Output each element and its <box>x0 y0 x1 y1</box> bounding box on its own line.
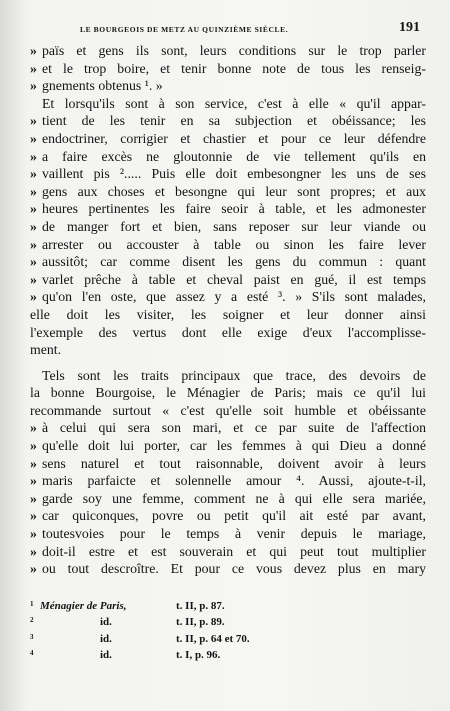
footnote <box>30 631 426 648</box>
quote-marker: » <box>30 43 37 58</box>
quote-marker: » <box>30 254 37 270</box>
footnote-reference: t. II, p. 64 et 70. <box>176 632 250 645</box>
quote-marker: » <box>30 201 37 217</box>
text-line <box>30 525 426 543</box>
quote-marker: » <box>30 490 37 506</box>
line-text: arrester ou accouster à table ou sinon les faire lever <box>42 236 426 252</box>
footnote-ibid: id. <box>100 632 112 645</box>
text-line <box>30 384 426 402</box>
quote-marker: » <box>30 78 37 94</box>
text-line <box>30 437 426 455</box>
line-text: aussitôt; car comme disent les gens du commun : quant <box>42 254 426 270</box>
quote-marker: » <box>30 543 37 559</box>
quote-marker: » <box>30 420 37 436</box>
line-text: doit-il estre et est souverain et qui peut tout multiplier <box>42 543 426 559</box>
line-text: et le trop boire, et tenir bonne note de tous les renseig- <box>42 60 426 76</box>
line-text: elle doit les visiter, les soigner et leur donner ainsi <box>30 306 426 322</box>
quote-marker: » <box>30 508 37 524</box>
footnote-mark: 1 <box>30 599 34 608</box>
line-text: varlet prêche à table et cheval paist en gué, il est temps <box>42 271 426 287</box>
text-line <box>30 200 426 218</box>
text-line <box>30 112 426 130</box>
line-text: païs et gens ils sont, leurs conditions sur le trop parler <box>42 43 426 58</box>
quote-marker: » <box>30 455 37 471</box>
line-text: car quiconques, povre ou petit qu'il ait esté par avant, <box>42 508 426 524</box>
quote-marker: » <box>30 148 37 164</box>
line-text: recommande surtout « c'est qu'elle soit humble et obéissante <box>30 402 426 418</box>
footnote-mark: 4 <box>30 649 34 658</box>
line-text: maris parfaicte et solennelle amour ⁴. Aussi, ajoute-t-il, <box>42 473 426 489</box>
quote-marker: » <box>30 236 37 252</box>
line-text: qu'elle doit lui porter, car les femmes à qui Dieu a donné <box>42 438 426 454</box>
quote-marker: » <box>30 438 37 454</box>
footnote-reference: t. I, p. 96. <box>176 649 221 662</box>
quote-marker: » <box>30 561 37 577</box>
line-text: toutesvoies pour le temps à venir depuis le mariage, <box>42 526 426 542</box>
text-line <box>30 130 426 148</box>
line-text: ou tout descroître. Et pour ce vous devez plus en mary <box>42 561 426 577</box>
line-text: sens naturel et tout raisonnable, doivent avoir à leurs <box>42 455 426 471</box>
text-line <box>30 490 426 508</box>
footnote-reference: t. II, p. 89. <box>176 616 225 629</box>
text-line <box>30 148 426 166</box>
quote-marker: » <box>30 271 37 287</box>
line-text: l'exemple des vertus dont elle exige d'eux l'accomplisse- <box>30 324 426 340</box>
footnote-mark: 3 <box>30 632 34 641</box>
line-text: Tels sont les traits principaux que trace, des devoirs de <box>42 367 426 383</box>
body-text <box>30 42 426 578</box>
page-number: 191 <box>399 20 420 35</box>
text-line <box>30 95 426 113</box>
line-text: endoctriner, corrigier et chastier et pour ce leur défendre <box>42 130 426 146</box>
line-text: à celui qui sera son mari, et ce par suite de l'affection <box>42 420 426 436</box>
text-line <box>30 419 426 437</box>
text-line <box>30 543 426 561</box>
text-line <box>30 341 426 359</box>
footnote-source: Ménagier de Paris, <box>40 599 127 612</box>
line-text: la bonne Bourgoise, le Ménagier de Paris; mais ce qu'il lui <box>30 385 426 401</box>
quote-marker: » <box>30 60 37 76</box>
quote-marker: » <box>30 289 37 305</box>
quote-marker: » <box>30 113 37 129</box>
text-line <box>30 236 426 254</box>
quote-marker: » <box>30 218 37 234</box>
line-text: garde soy une femme, comment ne à qui elle sera mariée, <box>42 490 426 506</box>
line-text: tient de les tenir en sa subjection et obéissance; les <box>42 113 426 129</box>
footnotes <box>30 598 426 664</box>
text-line <box>30 165 426 183</box>
line-text: Et lorsqu'ils sont à son service, c'est à elle « qu'il appar- <box>42 95 426 111</box>
footnote-reference: t. II, p. 87. <box>176 599 225 612</box>
text-line <box>30 253 426 271</box>
text-line <box>30 306 426 324</box>
text-line <box>30 560 426 578</box>
text-line <box>30 60 426 78</box>
text-line <box>30 472 426 490</box>
text-line <box>30 455 426 473</box>
text-line <box>30 507 426 525</box>
text-line <box>30 288 426 306</box>
footnote-mark: 2 <box>30 616 34 625</box>
line-text: a faire excès ne gloutonnie de vie tellement qu'ils en <box>42 148 426 164</box>
line-text: vaillent pis ²..... Puis elle doit embesongner les uns de ses <box>42 166 426 182</box>
footnote-ibid: id. <box>100 616 112 629</box>
line-text: gnements obtenus ¹. » <box>42 78 163 94</box>
text-line <box>30 402 426 420</box>
running-title: LE BOURGEOIS DE METZ AU QUINZIÈME SIÈCLE. <box>80 25 289 34</box>
paragraph-gap <box>30 359 426 367</box>
text-line <box>30 42 426 60</box>
quote-marker: » <box>30 526 37 542</box>
footnote-ibid: id. <box>100 649 112 662</box>
quote-marker: » <box>30 166 37 182</box>
quote-marker: » <box>30 183 37 199</box>
line-text: heures pertinentes les faire seoir à table, et les admonester <box>42 201 426 217</box>
footnote <box>30 647 426 664</box>
quote-marker: » <box>30 473 37 489</box>
text-line <box>30 218 426 236</box>
text-line <box>30 324 426 342</box>
quote-marker: » <box>30 130 37 146</box>
footnote <box>30 614 426 631</box>
text-line <box>30 183 426 201</box>
line-text: ment. <box>30 342 62 358</box>
line-text: gens aux choses et besongne qui leur sont propres; et aux <box>42 183 426 199</box>
text-line <box>30 367 426 385</box>
text-line <box>30 77 426 95</box>
line-text: de manger fort et bien, sans reposer sur leur viande ou <box>42 218 426 234</box>
running-header <box>30 16 426 42</box>
text-line <box>30 271 426 289</box>
line-text: qu'on l'en oste, que assez y a esté ³. » S'ils sont malades, <box>42 289 426 305</box>
footnote <box>30 598 426 615</box>
